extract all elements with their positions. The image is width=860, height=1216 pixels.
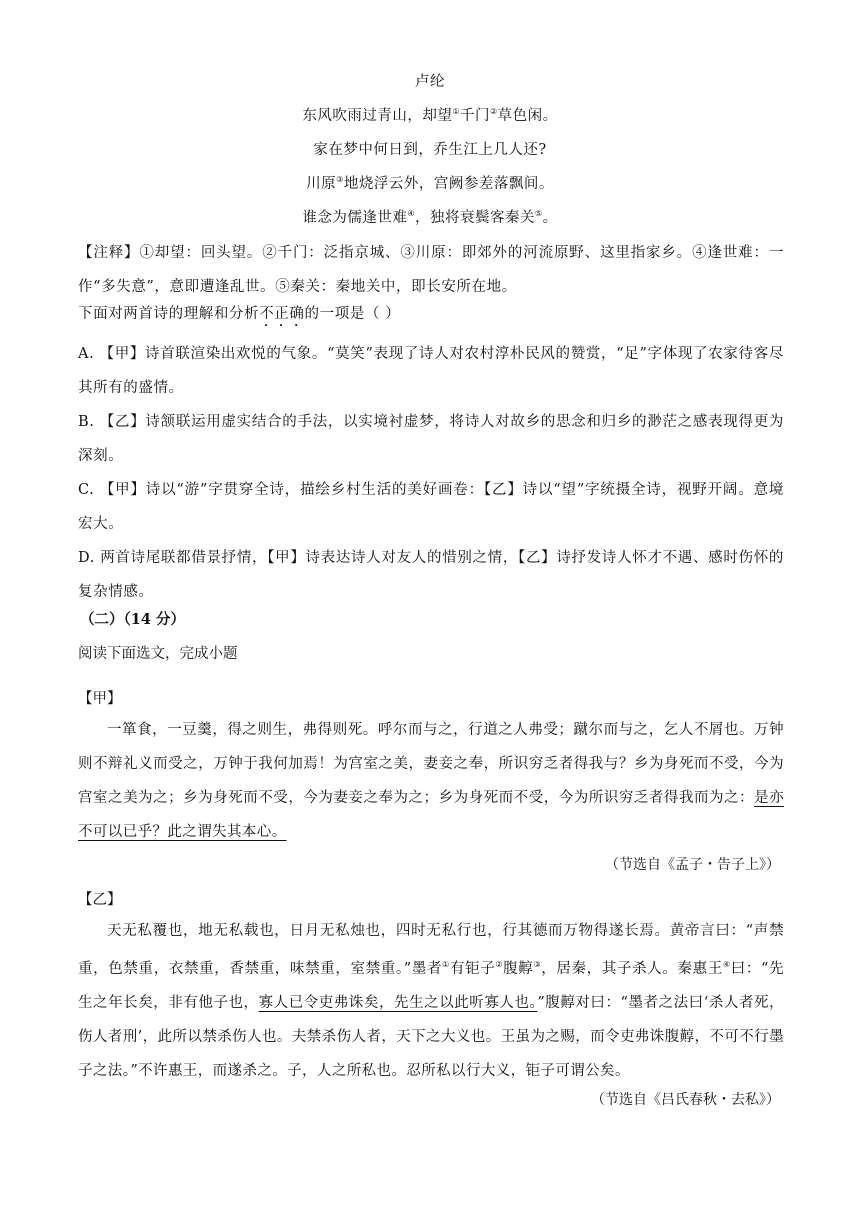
option-a: A. 【甲】诗首联渲染出欢悦的气象。“莫笑”表现了诗人对农村淳朴民风的赞赏，“足”字体现了农家待客尽其所有的盛情。	[78, 346, 784, 396]
annotation-notes: 【注释】①却望：回头望。②千门：泛指京城、③川原：即郊外的河流原野、这里指家乡。④逢世难：一作“多失意”，意即遭逢乱世。⑤秦关：秦地关中，即长安所在地。	[78, 245, 784, 295]
poem-line-1-c: 草色闲。	[497, 108, 558, 124]
section-heading: （二）（14 分）	[80, 611, 185, 628]
poem-line-3-b: 地烧浮云外，宫阙参差落飘间。	[343, 176, 554, 192]
passage-yi-text	[78, 914, 784, 1088]
poem-line-1-a: 东风吹雨过青山，却望	[302, 108, 453, 124]
question-prompt	[78, 304, 784, 330]
passage-jia-body: 一箪食，一豆羹，得之则生，弗得则死。呼尔而与之，行道之人弗受；蹴尔而与之，乞人不屑也。万钟则不辩礼义而受之，万钟于我何加焉！为宫室之美，妻妾之奉，所识穷乏者得我与？乡为身死而不受，今为宫室之美为之；乡为身死而不受，今为妻妾之奉为之；乡为身死而不受，今为所识穷乏者得我而为之：	[78, 722, 784, 806]
passage-yi-label: 【乙】	[78, 892, 122, 908]
option-c: C. 【甲】诗以“游”字贯穿全诗，描绘乡村生活的美好画卷：【乙】诗以“望”字统摄全诗，视野开阔。意境宏大。	[78, 482, 784, 532]
reading-instruction: 阅读下面选文，完成小题	[78, 646, 238, 662]
poem-line-3	[0, 174, 860, 194]
passage-yi-body-5: 曰：“先生之年长矣，非有他子也，	[78, 960, 784, 1011]
passage-yi-body-6: ”腹䵍对曰：“墨者之法曰‘杀人者死，伤人者刑’，此所以禁杀伤人也。夫禁杀伤人者，天下之大义也。王虽为之赐，而令吏弗诛腹䵍，不可不行墨子之法。”不许惠王，而遂杀之。子，人之所私也。忍所私以行大义，钜子可谓公矣。	[78, 994, 784, 1079]
poem-line-4	[0, 208, 860, 228]
passage-yi-body-4: ，居秦，其子杀人。秦惠王	[541, 960, 723, 977]
passage-yi-source: （节选自《吕氏春秋・去私》）	[591, 1092, 780, 1108]
yi-footnote-mark-3: ③	[533, 960, 542, 969]
poem-author: 卢纶	[415, 74, 445, 90]
footnote-mark-4: ④	[407, 209, 415, 219]
poem-line-4-b: ，独将衰鬓客秦关	[415, 210, 535, 226]
option-d: D. 两首诗尾联都借景抒情，【甲】诗表达诗人对友人的惜别之情，【乙】诗抒发诗人怀才不遇、感时伤怀的复杂情感。	[78, 550, 784, 600]
footnote-mark-3: ③	[336, 175, 344, 185]
question-pre: 下面对两首诗的理解和分析	[78, 306, 260, 322]
passage-jia-source: （节选自《孟子・告子上》）	[605, 857, 780, 873]
poem-line-4-c: 。	[542, 210, 558, 226]
poem-line-3-a: 川原	[306, 176, 337, 192]
question-post: 的一项是（ ）	[304, 306, 401, 322]
footnote-mark-2: ②	[490, 107, 498, 117]
passage-yi-body-1: 天无私覆也，地无私载也，日月无私烛也，四时无私行也，行其德而万物得遂长焉。黄帝言曰：“声禁重，色禁重，衣禁重，香禁重，味禁重，室禁重。”墨者	[78, 923, 784, 977]
passage-jia-label: 【甲】	[78, 691, 122, 707]
poem-line-1-b: 千门	[460, 108, 490, 124]
passage-jia-underlined: 是亦不可以已乎？此之谓失其本心。	[78, 790, 784, 840]
passage-yi-underlined: 寡人已令吏弗诛矣，先生之以此听寡人也。	[258, 994, 538, 1011]
passage-yi-body-2: 有钜子	[449, 960, 496, 977]
yi-footnote-mark-4: ④	[722, 960, 731, 969]
yi-footnote-mark-2: ②	[495, 960, 504, 969]
footnote-mark-5: ⑤	[535, 209, 543, 219]
poem-line-2: 家在梦中何日到，乔生江上几人还?	[313, 142, 547, 158]
option-b: B. 【乙】诗颔联运用虚实结合的手法，以实境衬虚梦，将诗人对故乡的思念和归乡的渺茫之感表现得更为深刻。	[78, 414, 784, 464]
footnote-mark-1: ①	[452, 107, 460, 117]
passage-yi-body-3: 腹䵍	[503, 960, 534, 977]
poem-line-4-a: 谁念为儒逢世难	[302, 210, 408, 226]
question-emphasis: 不正确	[259, 306, 305, 322]
passage-jia-text	[78, 713, 784, 849]
poem-line-1	[0, 106, 860, 126]
yi-footnote-mark-1: ①	[442, 960, 450, 969]
